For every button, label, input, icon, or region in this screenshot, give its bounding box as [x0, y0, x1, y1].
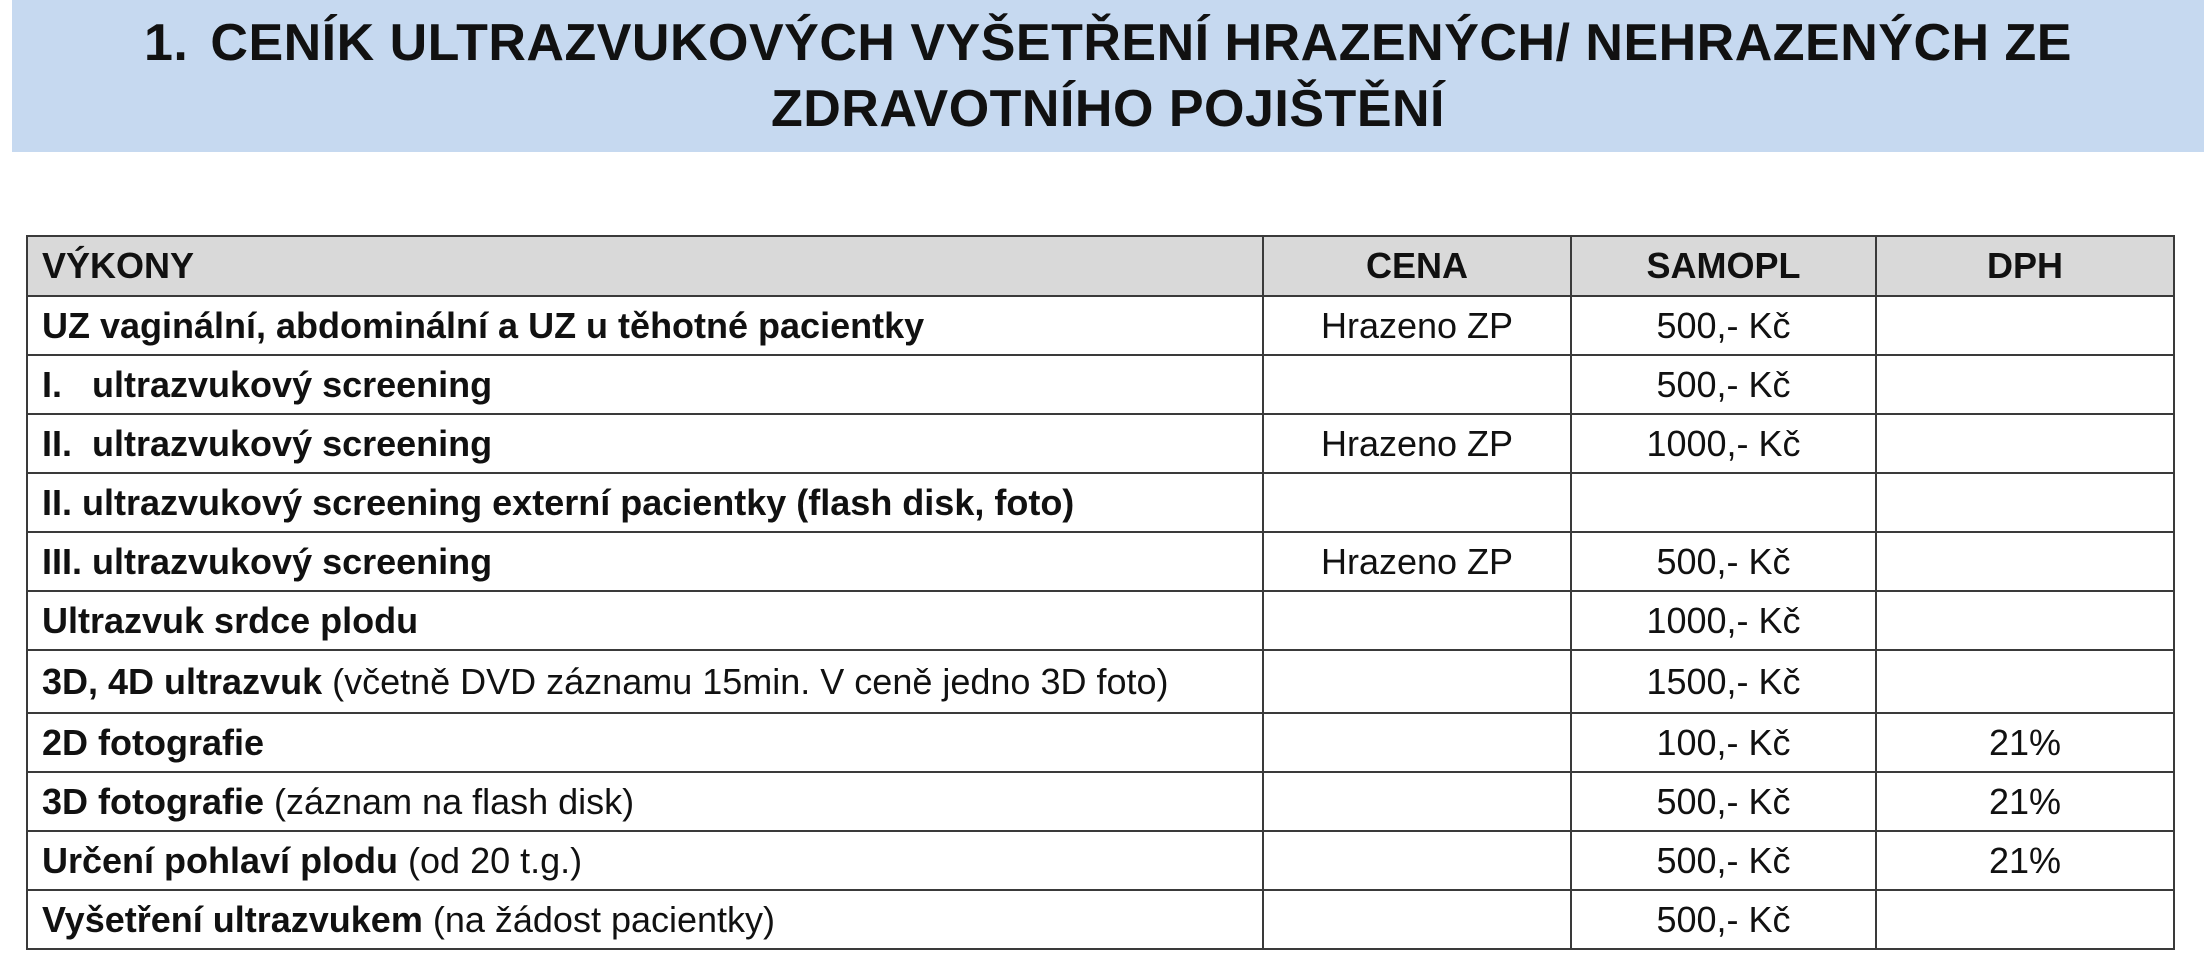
service-name	[27, 713, 1263, 772]
table-row	[27, 890, 2174, 949]
header-vykony: VÝKONY	[27, 236, 1263, 296]
self-pay-cell: 500,- Kč	[1571, 831, 1876, 890]
service-name	[27, 831, 1263, 890]
price-table	[26, 235, 2175, 950]
vat-cell: 21%	[1876, 713, 2174, 772]
title-line-2: ZDRAVOTNÍHO POJIŠTĚNÍ	[770, 80, 1446, 138]
table-row	[27, 591, 2174, 650]
service-name-bold: II. ultrazvukový screening	[42, 422, 493, 464]
service-name	[27, 772, 1263, 831]
title-line-1	[144, 10, 2072, 76]
table-row	[27, 772, 2174, 831]
service-name-bold: 2D fotografie	[42, 721, 265, 763]
service-name	[27, 591, 1263, 650]
self-pay-cell: 500,- Kč	[1571, 296, 1876, 355]
table-row	[27, 650, 2174, 713]
service-name-bold: UZ vaginální, abdominální a UZ u těhotné pacientky	[42, 304, 925, 346]
service-name-note: (záznam na flash disk)	[264, 780, 635, 822]
self-pay-cell: 500,- Kč	[1571, 532, 1876, 591]
service-name	[27, 296, 1263, 355]
header-samopl: SAMOPL	[1571, 236, 1876, 296]
service-name-bold: I. ultrazvukový screening	[42, 363, 493, 405]
self-pay-cell: 100,- Kč	[1571, 713, 1876, 772]
self-pay-cell: 1000,- Kč	[1571, 414, 1876, 473]
service-name-note: (na žádost pacientky)	[422, 898, 776, 940]
service-name-bold: 3D fotografie	[42, 780, 265, 822]
table-row	[27, 473, 2174, 532]
price-cell	[1263, 713, 1571, 772]
price-cell	[1263, 890, 1571, 949]
price-cell: Hrazeno ZP	[1263, 414, 1571, 473]
price-cell	[1263, 772, 1571, 831]
self-pay-cell: 1500,- Kč	[1571, 650, 1876, 713]
price-cell	[1263, 591, 1571, 650]
table-row	[27, 713, 2174, 772]
self-pay-cell: 500,- Kč	[1571, 890, 1876, 949]
page-title	[12, 0, 2204, 152]
table-row	[27, 296, 2174, 355]
service-name	[27, 414, 1263, 473]
title-text-1: CENÍK ULTRAZVUKOVÝCH VYŠETŘENÍ HRAZENÝCH/ NEHRAZENÝCH ZE	[210, 14, 2072, 72]
table-row	[27, 355, 2174, 414]
price-cell	[1263, 473, 1571, 532]
vat-cell	[1876, 650, 2174, 713]
self-pay-cell: 500,- Kč	[1571, 355, 1876, 414]
price-cell	[1263, 355, 1571, 414]
price-cell: Hrazeno ZP	[1263, 532, 1571, 591]
service-name	[27, 473, 1263, 532]
service-name	[27, 650, 1263, 713]
vat-cell	[1876, 473, 2174, 532]
service-name-note: (včetně DVD záznamu 15min. V ceně jedno 3D foto)	[322, 660, 1169, 702]
service-name-bold: Ultrazvuk srdce plodu	[42, 599, 419, 641]
vat-cell	[1876, 296, 2174, 355]
service-name	[27, 532, 1263, 591]
title-number: 1.	[144, 14, 189, 72]
self-pay-cell: 500,- Kč	[1571, 772, 1876, 831]
vat-cell: 21%	[1876, 772, 2174, 831]
service-name	[27, 890, 1263, 949]
vat-cell	[1876, 532, 2174, 591]
price-cell	[1263, 650, 1571, 713]
table-row	[27, 532, 2174, 591]
price-cell: Hrazeno ZP	[1263, 296, 1571, 355]
price-cell	[1263, 831, 1571, 890]
vat-cell	[1876, 355, 2174, 414]
vat-cell	[1876, 890, 2174, 949]
service-name-bold: Vyšetření ultrazvukem	[42, 898, 423, 940]
header-dph: DPH	[1876, 236, 2174, 296]
table-header-row	[27, 236, 2174, 296]
service-name-bold: Určení pohlaví plodu	[42, 839, 399, 881]
vat-cell	[1876, 414, 2174, 473]
vat-cell: 21%	[1876, 831, 2174, 890]
vat-cell	[1876, 591, 2174, 650]
table-row	[27, 414, 2174, 473]
service-name-bold: III. ultrazvukový screening	[42, 540, 493, 582]
service-name-note: (od 20 t.g.)	[398, 839, 583, 881]
table-row	[27, 831, 2174, 890]
self-pay-cell	[1571, 473, 1876, 532]
self-pay-cell: 1000,- Kč	[1571, 591, 1876, 650]
service-name-bold: II. ultrazvukový screening externí pacientky (flash disk, foto)	[42, 481, 1075, 523]
service-name-bold: 3D, 4D ultrazvuk	[42, 660, 323, 702]
header-cena: CENA	[1263, 236, 1571, 296]
service-name	[27, 355, 1263, 414]
